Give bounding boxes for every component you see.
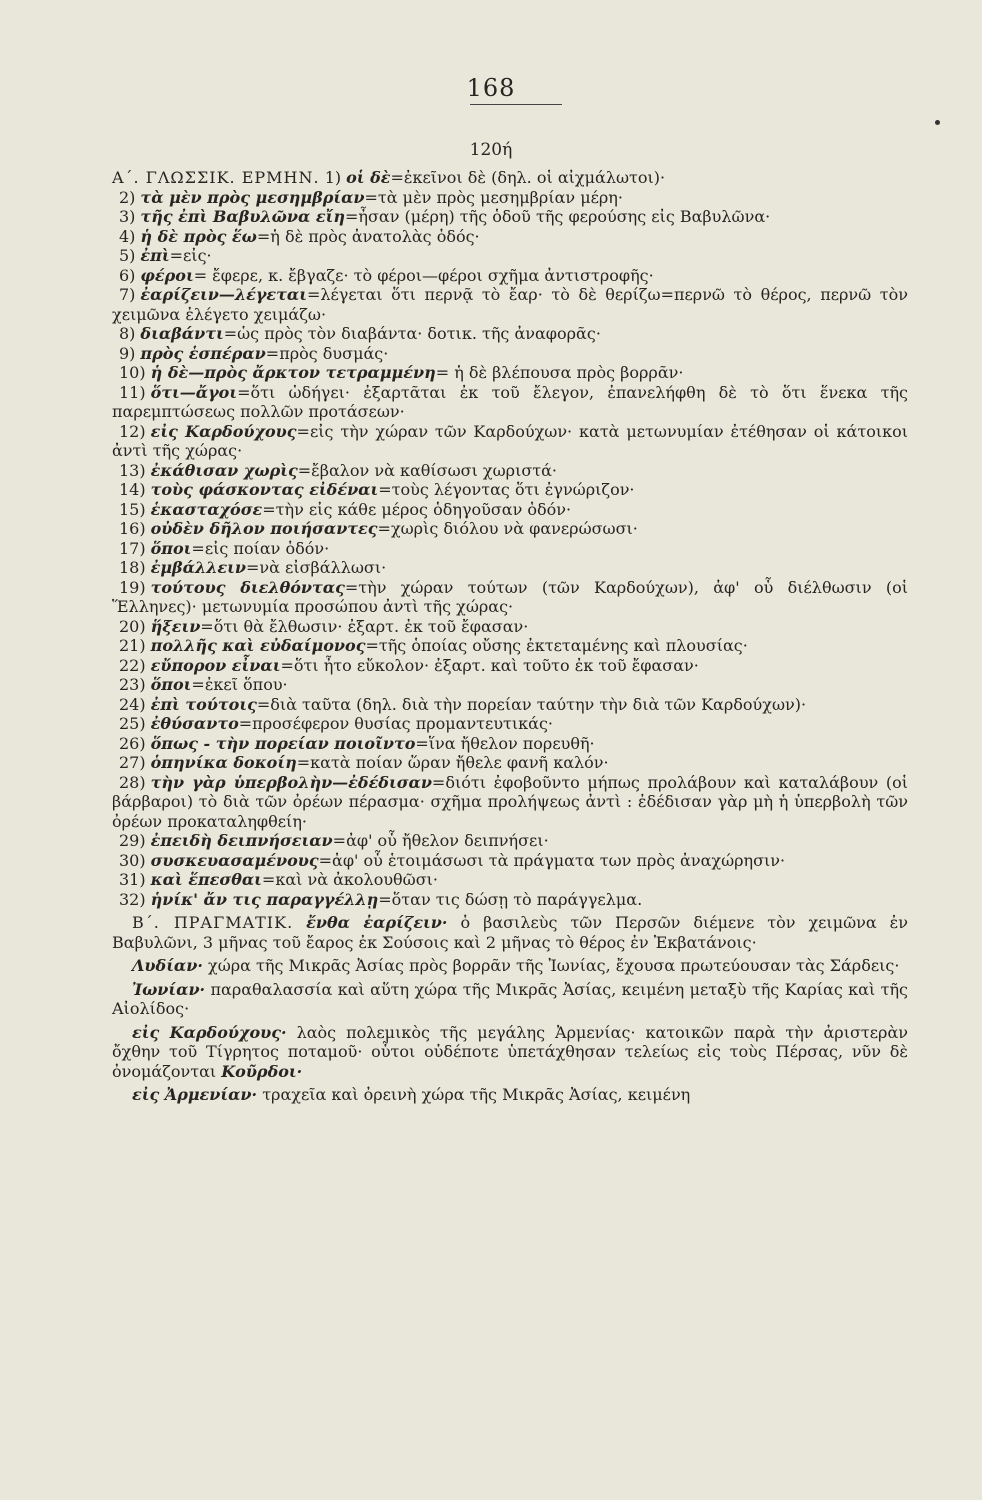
ink-dot [935, 120, 940, 125]
entry-number: 1) [324, 168, 342, 187]
entry-def: =κατὰ ποίαν ὥραν ἤθελε φανῆ καλόν· [296, 753, 609, 772]
glossary-entry [112, 675, 908, 695]
entry-key: ὅπως - τὴν πορείαν ποιοῖντο [150, 733, 416, 753]
entry-number: 21) [119, 636, 146, 655]
entry-key: τὰ μὲν πρὸς μεσημβρίαν [140, 187, 365, 207]
notes-body [112, 168, 908, 1105]
glossary-entry [112, 617, 908, 637]
entry-number: 17) [119, 538, 146, 558]
entry-number: 32) [119, 889, 146, 909]
glossary-entry [112, 539, 908, 559]
entry-key: ὅποι [150, 675, 192, 694]
entry-number: 24) [119, 694, 146, 714]
glossary-entry [112, 890, 908, 910]
entry-key: ἔνθα ἐαρίζειν· [306, 913, 448, 932]
entry-key: εἰς Καρδούχους [150, 421, 297, 441]
entry-key: ἐπὶ τούτοις [150, 694, 257, 714]
entry-number: 23) [119, 675, 146, 694]
entry-key: ἐθύσαντο [150, 714, 239, 733]
entry-key: πολλῆς καὶ εὐδαίμονος [150, 636, 366, 655]
glossary-entry [112, 695, 908, 715]
glossary-entry [112, 773, 908, 832]
glossary-entry [112, 285, 908, 324]
entry-key: εὔπορον εἶναι [150, 655, 281, 675]
entry-def: =τὰ μὲν πρὸς μεσημβρίαν μέρη· [364, 187, 623, 207]
entry-number: 26) [119, 733, 146, 753]
entry-def: =καὶ νὰ ἀκολουθῶσι· [261, 870, 439, 889]
entry-def: =εἰς· [169, 246, 212, 265]
entry-number: 9) [119, 343, 136, 363]
entry-number: 18) [119, 558, 146, 577]
entry-number: 16) [119, 519, 146, 538]
pragmatic-head: Β΄. ΠΡΑΓΜΑΤΙΚ. [132, 913, 294, 932]
entry-def: =ἵνα ἤθελον πορευθῆ· [415, 733, 595, 753]
entry-key: τῆς ἐπὶ Βαβυλῶνα εἴη [140, 207, 345, 226]
page-number-underline [470, 104, 562, 105]
entry-number: 10) [119, 363, 146, 382]
entry-key: συσκευασαμένους [150, 850, 319, 870]
entry-def: λαὸς πολεμικὸς τῆς μεγάλης Ἀρμενίας· κατοικῶν παρὰ τὴν ἀριστερὰν ὄχθην τοῦ Τίγρητος ποταμοῦ· οὗτοι οὐδέποτε ὑπετάχθησαν τελείως εἰς τοὺς Πέρσας, νῦν δὲ ὀνομάζονται [112, 1022, 908, 1081]
entry-def: =εἰς ποίαν ὁδόν· [191, 538, 330, 558]
entry-key: ἡνίκ' ἄν τις παραγγέλλῃ [150, 889, 379, 909]
entry-number: 13) [119, 460, 146, 480]
entry-key: οὐδὲν δῆλον ποιήσαντες [150, 519, 378, 538]
entry-def: =τὴν χώραν τούτων (τῶν Καρδούχων), ἀφ' οὗ διέλθωσιν (οἱ Ἕλληνες)· μετωνυμία προσώπου ἀντὶ τῆς χώρας· [112, 577, 908, 616]
entry-def: =ὅταν τις δώσῃ τὸ παράγγελμα. [378, 889, 643, 909]
entry-def: =νὰ εἰσβάλλωσι· [246, 558, 387, 577]
pragmatic-entry [112, 913, 908, 952]
entry-number: 28) [119, 772, 146, 792]
glossary-entry [112, 324, 908, 344]
entry-key: εἰς Καρδούχους· [132, 1022, 287, 1042]
entry-number: 15) [119, 499, 146, 519]
entry-key: εἰς Ἀρμενίαν· [132, 1085, 258, 1104]
entry-key: τοὺς φάσκοντας εἰδέναι [150, 480, 379, 499]
glossary-entry [112, 207, 908, 227]
entry-key: τούτους διελθόντας [150, 577, 345, 597]
glossary-entry [112, 831, 908, 851]
entry-def: =ἦσαν (μέρη) τῆς ὁδοῦ τῆς φερούσης εἰς Βαβυλῶνα· [344, 207, 771, 226]
glossary-entry [112, 344, 908, 364]
glossary-entry [112, 266, 908, 286]
entry-def: =τῆς ὁποίας οὔσης ἐκτεταμένης καὶ πλουσίας· [365, 636, 748, 655]
entry-def: =ἐκεῖ ὅπου· [191, 675, 288, 694]
entry-def: =λέγεται ὅτι περνᾷ τὸ ἔαρ· τὸ δὲ θερίζω=περνῶ τὸ θέρος, περνῶ τὸν χειμῶνα ἐλέγετο χειμάζω· [112, 285, 908, 324]
pragmatic-entry [112, 956, 908, 976]
glossary-entry [112, 363, 908, 383]
entry-def: παραθαλασσία καὶ αὕτη χώρα τῆς Μικρᾶς Ἀσίας, κειμένη μεταξὺ τῆς Καρίας καὶ τῆς Αἰολίδος· [112, 979, 909, 1018]
glossary-entry [112, 578, 908, 617]
glossary-entry [112, 188, 908, 208]
entry-key: Λυδίαν· [132, 956, 203, 975]
glossary-entry [112, 636, 908, 656]
entry-number: 30) [119, 850, 146, 870]
entry-key: φέροι [140, 265, 194, 285]
entry-key: ὁπηνίκα δοκοίη [150, 753, 297, 772]
entry-key: ἥξειν [150, 616, 201, 636]
entry-key: ἐπὶ [140, 246, 170, 265]
entry-def: =διὰ ταῦτα (δηλ. διὰ τὴν πορείαν ταύτην τὴν διὰ τῶν Καρδούχων)· [256, 694, 807, 714]
entry-number: 14) [119, 480, 146, 499]
entry-def: =ὡς πρὸς τὸν διαβάντα· δοτικ. τῆς ἀναφορᾶς· [223, 324, 601, 343]
glossary-entry [112, 734, 908, 754]
entry-number: 5) [119, 246, 136, 265]
entry-number: 29) [119, 831, 146, 850]
entry-key: καὶ ἕπεσθαι [150, 870, 262, 889]
entry-def: = ἔφερε, κ. ἔβγαζε· τὸ φέροι—φέροι σχῆμα ἀντιστροφῆς· [193, 265, 654, 285]
entry-number: 19) [119, 577, 146, 597]
entry-def: τραχεῖα καὶ ὀρεινὴ χώρα τῆς Μικρᾶς Ἀσίας, κειμένη [262, 1085, 691, 1104]
entry-def: =ἐκεῖνοι δὲ (δηλ. οἱ αἰχμάλωτοι)· [390, 168, 666, 187]
entry-key: ἐαρίζειν—λέγεται [140, 285, 307, 304]
glossary-entry [112, 870, 908, 890]
entry-key: ὅποι [150, 538, 192, 558]
entry-def: =ἔβαλον νὰ καθίσωσι χωριστά· [297, 460, 558, 480]
entry-number: 6) [119, 265, 136, 285]
entry-key: τὴν γὰρ ὑπερβολὴν—ἐδέδισαν [150, 772, 432, 792]
glossary-head: Α΄. ΓΛΩΣΣΙΚ. ΕΡΜΗΝ. [112, 168, 320, 187]
entry-key: ἐμβάλλειν [150, 558, 246, 577]
entry-def: =ἀφ' οὗ ἑτοιμάσωσι τὰ πράγματα των πρὸς ἀναχώρησιν· [318, 850, 786, 870]
entry-key: ἐπειδὴ δειπνήσειαν [150, 831, 333, 850]
entry-def: =τοὺς λέγοντας ὅτι ἐγνώριζον· [378, 480, 635, 499]
entry-def: =ἡ δὲ πρὸς ἀνατολὰς ὁδός· [256, 226, 480, 246]
entry-def: =ὅτι ἦτο εὔκολον· ἐξαρτ. καὶ τοῦτο ἐκ τοῦ ἔφασαν· [280, 655, 699, 675]
entry-number: 2) [119, 187, 136, 207]
entry-number: 12) [119, 421, 146, 441]
entry-number: 27) [119, 753, 146, 772]
glossary-entry [112, 480, 908, 500]
entry-number: 20) [119, 616, 146, 636]
entry-def: =τὴν εἰς κάθε μέρος ὁδηγοῦσαν ὁδόν· [262, 499, 572, 519]
glossary-entry [112, 558, 908, 578]
glossary-entry [112, 168, 908, 188]
entry-key: ἐκάθισαν χωρὶς [150, 460, 298, 480]
glossary-entry [112, 656, 908, 676]
entry-def: χώρα τῆς Μικρᾶς Ἀσίας πρὸς βορρᾶν τῆς Ἰωνίας, ἔχουσα πρωτεύουσαν τὰς Σάρδεις· [208, 956, 900, 975]
entry-key: ὅτι—ἄγοι [150, 382, 238, 402]
glossary-entry [112, 461, 908, 481]
entry-number: 22) [119, 655, 146, 675]
entry-key: ἑκασταχόσε [150, 499, 263, 519]
entry-emphasis: Κοῦρδοι· [221, 1061, 303, 1081]
entry-key: διαβάντι [140, 324, 224, 343]
entry-number: 7) [119, 285, 136, 304]
entry-def: =πρὸς δυσμάς· [265, 343, 389, 363]
glossary-entry [112, 422, 908, 461]
glossary-entry [112, 519, 908, 539]
glossary-entry [112, 500, 908, 520]
entry-def: =ἀφ' οὗ ἤθελον δειπνήσει· [332, 831, 549, 850]
entry-number: 31) [119, 870, 146, 889]
entry-number: 8) [119, 324, 136, 343]
pragmatic-entry [112, 1085, 908, 1105]
pragmatic-entry [112, 1023, 908, 1082]
entry-number: 4) [119, 226, 136, 246]
entry-key: ἡ δὲ πρὸς ἕω [140, 226, 257, 246]
entry-key: πρὸς ἑσπέραν [140, 343, 266, 363]
glossary-entry [112, 246, 908, 266]
glossary-entry [112, 714, 908, 734]
pragmatic-entry [112, 980, 908, 1019]
entry-def: =χωρὶς διόλου νὰ φανερώσωσι· [377, 519, 638, 538]
entry-def: =διότι ἐφοβοῦντο μήπως προλάβουν καὶ καταλάβουν (οἱ βάρβαροι) τὸ διὰ τῶν ὀρέων πέρασμα· σχῆμα προλήψεως ἀντὶ : ἐδέδισαν γὰρ μὴ ἡ ὑπερβολὴ τῶν ὀρέων προκαταληφθείη· [112, 772, 908, 831]
entry-key: Ἰωνίαν· [132, 979, 206, 999]
entry-def: =ὅτι θὰ ἔλθωσιν· ἐξαρτ. ἐκ τοῦ ἔφασαν· [200, 616, 529, 636]
glossary-entry [112, 383, 908, 422]
entry-def: =εἰς τὴν χώραν τῶν Καρδούχων· κατὰ μετωνυμίαν ἐτέθησαν οἱ κάτοικοι ἀντὶ τῆς χώρας· [112, 421, 909, 460]
entry-key: ἡ δὲ—πρὸς ἄρκτον τετραμμένη [150, 363, 436, 382]
entry-number: 25) [119, 714, 146, 733]
entry-number: 3) [119, 207, 136, 226]
entry-number: 11) [119, 382, 146, 402]
entry-def: = ἡ δὲ βλέπουσα πρὸς βορρᾶν· [435, 363, 684, 382]
section-subheading: 120ή [469, 140, 513, 160]
entry-def: ὁ βασιλεὺς τῶν Περσῶν διέμενε τὸν χειμῶνα ἐν Βαβυλῶνι, 3 μῆνας τοῦ ἔαρος ἐκ Σούσοις καὶ 2 μῆνας τὸ θέρος ἐν Ἐκβατάνοις· [112, 913, 908, 952]
glossary-entry [112, 851, 908, 871]
entry-def: =προσέφερον θυσίας προμαντευτικάς· [238, 714, 554, 733]
glossary-entry [112, 753, 908, 773]
glossary-entry [112, 227, 908, 247]
entry-key: οἱ δὲ [346, 168, 391, 187]
entry-def: =ὅτι ὡδήγει· ἐξαρτᾶται ἐκ τοῦ ἔλεγον, ἐπανελήφθη δὲ τὸ ὅτι ἕνεκα τῆς παρεμπτώσεως πολλῶν προτάσεων· [112, 382, 908, 421]
page-number: 168 [466, 74, 516, 102]
